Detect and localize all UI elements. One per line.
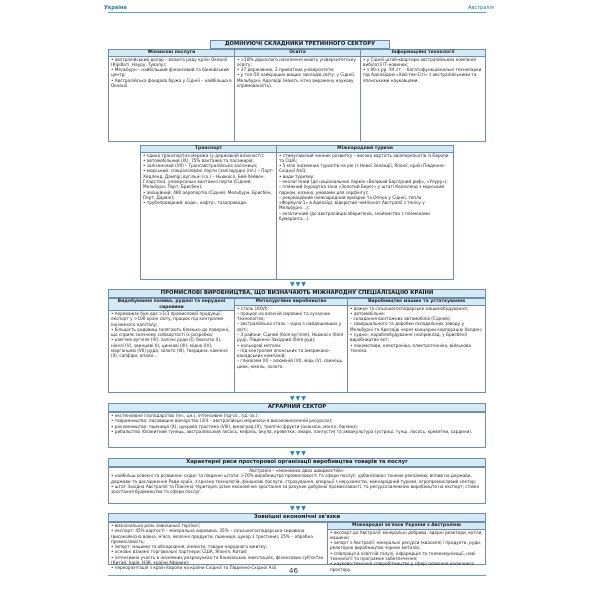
external-title: Зовнішні економічні зв'язки — [108, 513, 486, 522]
tourism-col — [277, 146, 453, 279]
list-item: • авіаційний: 480 аеропортів (Сідней, Мельбурн, Брисбен, Перт, Дарвін); — [143, 189, 272, 200]
list-item: • автомобільне: — [350, 310, 386, 316]
list-item: • кам'яне вугілля (IV), залізні руди (I), боксити (I), нікелі (V), свинцеві (I), цинкові (III), мідна (IV), марганцеві (VII) руда, золото (III), твердина, каміння (II), сапфіри, опали… — [111, 337, 228, 359]
col-head: Виробництво машин та устаткування — [348, 299, 485, 306]
list-item: – екзотичний (до австралійців-аборигенів, знайомство з племенами бумеранга…). — [279, 210, 430, 222]
list-item: • переважає бум дає >1/3 промислової продукції, експорт у >100 країн світу, працює під контролем іноземного капіталу; — [111, 311, 224, 327]
agri-title: АГРАРНИЙ СЕКТОР — [108, 403, 486, 412]
list-item: • експорт до Австралії: мінеральні добрива, ядерні реактори, котли, машини; — [330, 529, 483, 540]
list-item: • більшість родовищ залягають близько до поверхні, що сприяє значному собівартості їх розробки; — [111, 326, 230, 338]
tertiary-title: ДОМІНУЮЧІ СКЛАДНИКИ ТРЕТИННОГО СЕКТОРУ — [210, 40, 390, 49]
list-item: – рекреаційний (міжнародний ярмарок та Опера у Сіднеї, тепла «Формула-1» в Аделаїді, відкритий чемпіонат Австралії з тенісу у Мельбурні…); — [279, 194, 425, 211]
list-item: • австралійський долар – валюта ряду країн Океанії (Кірібаті, Науру, Тувалу); — [111, 56, 228, 67]
col-head: Освіта — [235, 50, 360, 57]
list-item: • у Сіднеї штаб-квартири австралійських компаній вибілатії ІТ-новинок; — [363, 56, 476, 67]
list-item: • переорієнтація з країн Європи на країни Східної та Південно-Східної Азії. — [111, 565, 278, 571]
list-item: • основні взаємні торговельні партнери: США, Японія, Китай; — [111, 549, 248, 555]
col-head: Металургійне виробництво — [235, 299, 347, 306]
list-item: – 3 райони: Сідней (біля вугілля), Ньюкасл (біля руд), Південно-Західний (біля руд); — [237, 331, 343, 343]
list-item: • види туризму: — [279, 173, 315, 179]
list-item: • морський: спеціалізовані порти (залізорудні (пл.) – Порт-Хедленд, Дампір; вугільні (сх.) – Ньюкасл, Бей-Хейвен, Гладстон), універсальні вантажні порти (Сідней, Мельбурн, Порт, Брисбен); — [143, 168, 274, 190]
header-rule — [108, 12, 486, 13]
col-head: Транспорт — [141, 146, 276, 153]
header-left: Україна — [104, 5, 127, 11]
tertiary-col-finance — [109, 50, 234, 141]
list-item: • інтенсивна участь в іноземних розрахунках та банківських інвестиціях, фінансових суб'єктах (Китай, Індія, НЗК, країни Африки); — [111, 554, 324, 566]
list-item: – глинозем (II) – алюміній (VI), мідь (V), свинець, цинк, нікель, золото. — [237, 358, 344, 369]
list-item: • >18% дорослого населення мають університетську освіту; — [237, 56, 356, 67]
list-item: – екологічний (до національних парків «Великий Бар'єрний риф», «Улуру»); — [279, 178, 448, 184]
footer-rule — [108, 575, 486, 576]
col-head: Міжнародний туризм — [277, 146, 453, 153]
list-item: – австралійська сталь – одна з найдешевших у світі; — [237, 321, 342, 332]
col-head: Фінансові послуги — [109, 50, 234, 57]
transport-col — [141, 146, 276, 279]
agri-col — [109, 413, 485, 447]
tertiary-col-it — [361, 50, 485, 141]
list-item: • локомотиви, електроніка, електротехніка, військова техніка. — [350, 342, 471, 353]
list-item: • судно-, кораблебудування (наприклад, у Брисбені) виробництво яхт; — [350, 331, 468, 343]
list-item: • імпорт: машини та обладнання, хімікати, товари народного вжитку; — [111, 544, 268, 550]
list-item: • стимулюючий чинник розвитку – висока вартість авіаперельотів із Європи та США; — [279, 152, 449, 163]
page-number: 46 — [289, 567, 298, 575]
list-item: • важке та сільськогосподарське машинобудування; — [350, 305, 468, 311]
spatial-title: Характерні риси просторової організації виробництва товарів та послуг — [108, 458, 486, 467]
list-item: • трубопровідний: водо-, нафто-, газопроводи. — [143, 200, 248, 206]
list-item: • 5 млн іноземних туристів на рік (з Нової Зеландії, Японії, країн Південно-Східної Азії); — [279, 163, 445, 174]
list-item: – працює на власній сировині та сучасних технологіях; — [237, 310, 331, 322]
list-item: – під контролем японських та американо-канадських компаній; — [237, 347, 331, 359]
list-item: • Австралійська фондова біржа у Сіднеї – найбільша в Океанії. — [111, 77, 232, 88]
col-head: Міжнародні зв'язки України з Австралією — [328, 523, 485, 530]
industry-col-machinery — [348, 299, 485, 392]
industry-col-metal — [235, 299, 347, 392]
list-item: • кольорові метали: — [237, 342, 282, 348]
list-item: • єдина транспортна мережа (у державній власності); — [143, 152, 265, 158]
header-right: Австралія — [468, 5, 494, 11]
list-item: • визначальна роль зовнішньої торгівлі; — [111, 523, 201, 528]
list-item: – завершального та доробки складальних заводу у Мельбурні та Аделаїді через концерни корпорацію Холден; — [350, 321, 483, 332]
list-item: • у топ-50 найкращих вищих закладів світу: у Сіднеї, Мельбурні, Аделаїді (мають чітко виражену наукову спрямованість). — [237, 72, 356, 88]
arrow-down-icon: ▼▼▼ — [290, 395, 307, 402]
col-head: Видобування палива, рудної та нерудної сировини — [109, 299, 234, 311]
industry-col-mining — [109, 299, 234, 392]
list-item: • науково-технічне співробітництво у сфері освоєння космічного простору. — [330, 561, 475, 572]
spatial-col — [109, 468, 485, 503]
list-item: – пляжний (курортна зона «Золотий Берег» у штаті Квінсленд з морським парком, казино, умовами для серфінгу); — [279, 184, 445, 195]
list-item: • Мельбурн – найбільший фінансовий та банківський центр; — [111, 67, 229, 78]
arrow-down-icon: ▼▼▼ — [290, 505, 307, 512]
industry-title: ПРОМИСЛОВІ ВИРОБНИЦТВА, ЩО ВИЗНАЧАЮТЬ МІЖНАРОДНУ СПЕЦІАЛІЗАЦІЮ КРАЇНИ — [108, 289, 486, 298]
list-item: • екстенсивне господарство (пн., цн.), інтенсивне (пд-сх., пд.-зх.); — [111, 413, 259, 418]
list-item: Австралія – «економіка двох швидкостей»: — [249, 468, 345, 473]
list-item: • рибальство (блакитний тунець, австралійський лосось, кефаль, акула, креветки, омари, лангусти) та аквакультура (устриці, тунці, лосось, креветки, сардини). — [111, 428, 473, 434]
list-item: • з 90-х рр. XX ст. – багатофункціональні технопарки під Аделаїдою «Хай-тек-Сіті» з австралійськими та японськими науковцями. — [363, 67, 482, 83]
external-col-ukraine — [328, 523, 485, 572]
list-item: • 37 державних, 2 приватних університети; — [237, 67, 335, 73]
col-head: Інформаційні технології — [361, 50, 485, 57]
tertiary-col-education — [235, 50, 360, 141]
list-item: • автомобільний (IX): 75% вантажів та пасажирів; — [143, 157, 254, 163]
list-item: • експорт: 45% вартості – мінеральна сировина, 35% – сільськогосподарська сировина (високоякісна вовна, м'ясо, молочні продукти, пшениця, цукор з тростини), 25% – обробна промисловість; — [111, 528, 313, 544]
list-item: • співпраця в освітній галузі, інформація та телекомунікації, нові технології та програмне забезпечення; — [330, 550, 476, 561]
arrow-down-icon: ▼▼▼ — [290, 281, 307, 288]
list-item: – складання вантажних автомобілів (Сідней); — [350, 316, 451, 322]
arrow-down-icon: ▼▼▼ — [290, 450, 307, 457]
list-item: • найбільш освоєні та розвинені східні та південні штати: >70% виробництва промисловості та сфери послуг; урбанізовані тонкою рекламою; вплив на держави, держави та дослідження Ради країн, з'єднана технологій, фінансові послуги, страхування, операції з нерухомістю, міжнародний туризм, агропромисловий сектор; — [111, 473, 477, 484]
list-item: • імпорт з Австралії: мінеральні ресурси (квасоля) і продукти, руди, реакторне виробництво чорних металів; — [330, 540, 482, 551]
list-item: • штат Західна Австралія та Північна територія: різке економічне зростання за рахунок добувної промисловості, та ресурсозалежних виробництв на експорт; стійке зростання будівництва та сфери послуг. — [111, 483, 480, 495]
list-item: • сталь (XXVI): — [237, 305, 270, 311]
list-item: • залізничний (VII) – Трансавстралійська залізниця; — [143, 163, 258, 169]
list-item: • рослинництво: пшениця (X), цукрова тростина (VIII), виноград (X), тропічні фрукти (ананаси, манго, банани); — [111, 423, 359, 429]
list-item: • тваринництво: пасовищне вівчарство (3/4 – австралійські мериноси в високовнесенній ресурсах); — [111, 418, 333, 424]
